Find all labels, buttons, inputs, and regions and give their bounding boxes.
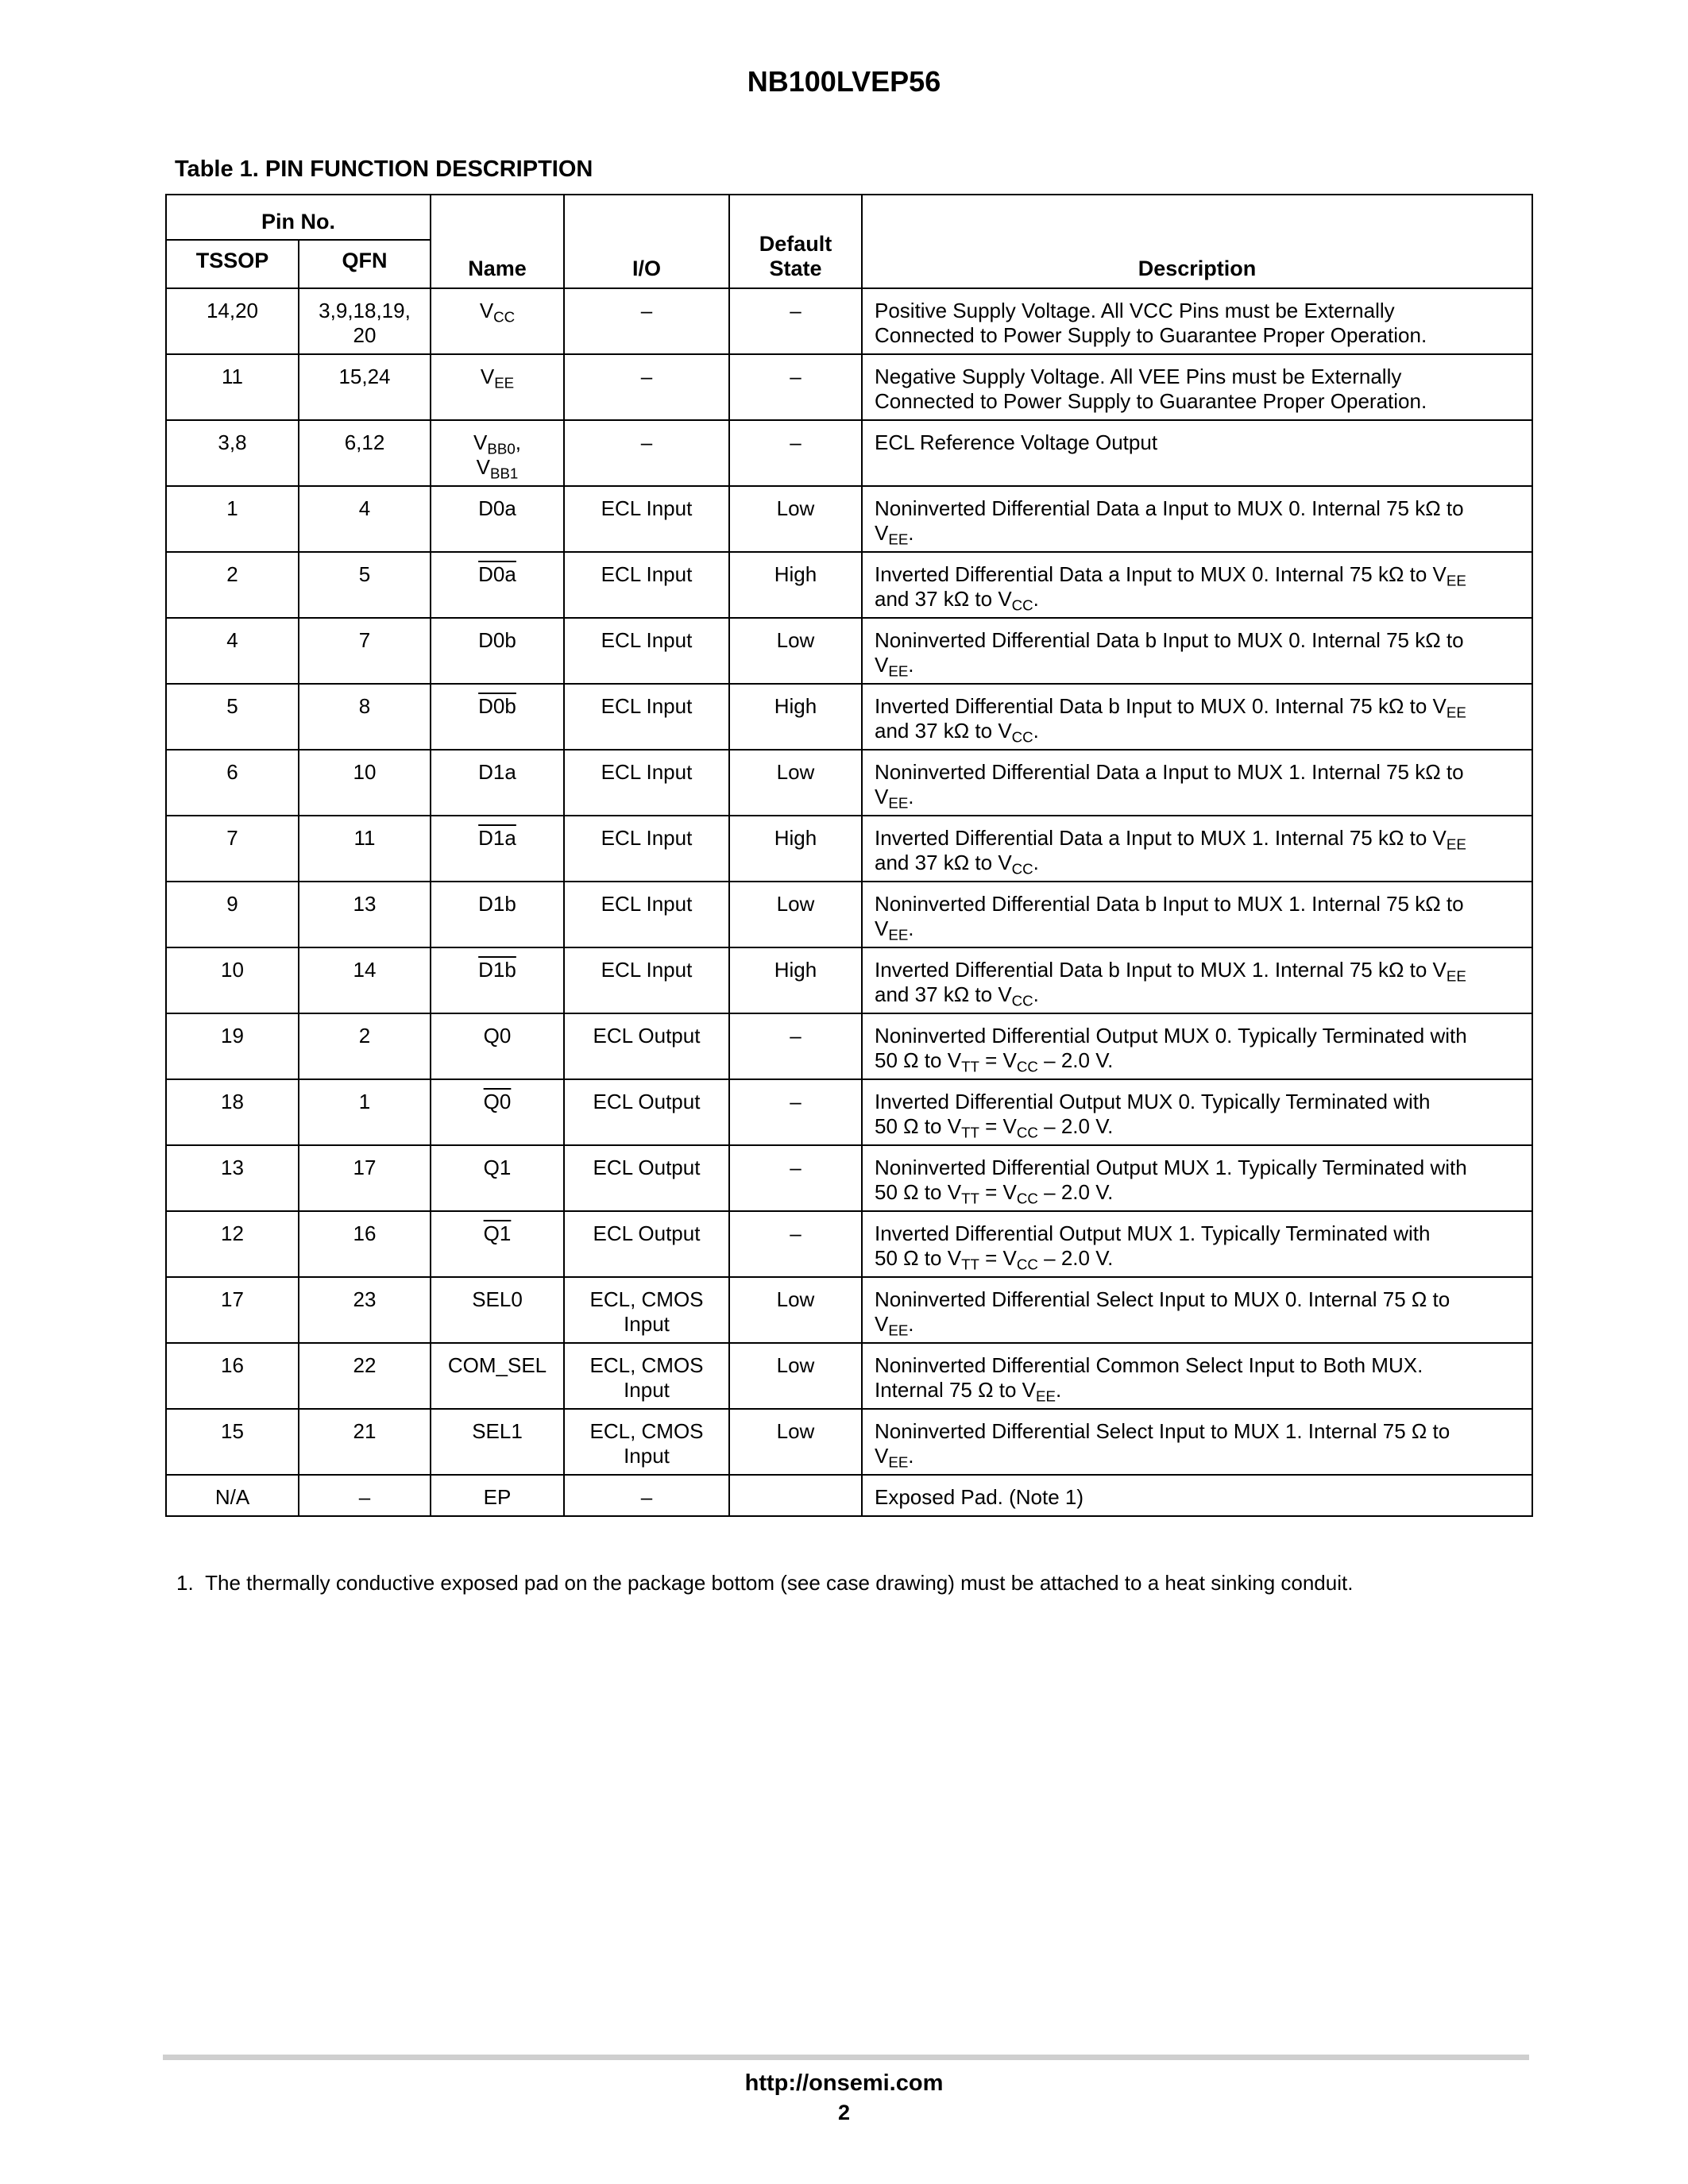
cell-qfn: 15,24	[299, 354, 431, 420]
cell-description: Positive Supply Voltage. All VCC Pins must be Externally Connected to Power Supply to Guarantee Proper Operation.	[862, 288, 1532, 354]
cell-io: ECL Input	[564, 552, 729, 618]
cell-default: High	[729, 947, 862, 1013]
cell-qfn: 11	[299, 816, 431, 882]
cell-io: ECL Output	[564, 1211, 729, 1277]
cell-io: ECL Output	[564, 1013, 729, 1079]
header-tssop: TSSOP	[166, 240, 299, 288]
cell-default: –	[729, 420, 862, 486]
cell-tssop: 7	[166, 816, 299, 882]
cell-qfn: 4	[299, 486, 431, 552]
cell-name: Q0	[431, 1079, 564, 1145]
cell-name: SEL0	[431, 1277, 564, 1343]
cell-name: D1a	[431, 816, 564, 882]
cell-description: Noninverted Differential Data a Input to MUX 1. Internal 75 kΩ to $V_{EE}$.	[862, 750, 1532, 816]
cell-qfn: –	[299, 1475, 431, 1516]
cell-description: ECL Reference Voltage Output	[862, 420, 1532, 486]
cell-description: Noninverted Differential Select Input to MUX 0. Internal 75 Ω to $V_{EE}$.	[862, 1277, 1532, 1343]
table-row	[166, 618, 1532, 684]
cell-default: High	[729, 816, 862, 882]
cell-name: Q1	[431, 1211, 564, 1277]
cell-tssop: 9	[166, 882, 299, 947]
cell-name: COM_SEL	[431, 1343, 564, 1409]
cell-tssop: 12	[166, 1211, 299, 1277]
cell-name: D1a	[431, 750, 564, 816]
cell-io: –	[564, 420, 729, 486]
table-row	[166, 486, 1532, 552]
cell-qfn: 23	[299, 1277, 431, 1343]
cell-tssop: 13	[166, 1145, 299, 1211]
cell-tssop: 4	[166, 618, 299, 684]
table-row	[166, 684, 1532, 750]
cell-io: ECL Input	[564, 816, 729, 882]
table-footnote: 1. The thermally conductive exposed pad on the package bottom (see case drawing) must be attached to a heat sinking conduit.	[176, 1571, 1354, 1595]
cell-qfn: 10	[299, 750, 431, 816]
table-row	[166, 354, 1532, 420]
cell-description: Noninverted Differential Data a Input to MUX 0. Internal 75 kΩ to $V_{EE}$.	[862, 486, 1532, 552]
cell-qfn: 2	[299, 1013, 431, 1079]
cell-tssop: 11	[166, 354, 299, 420]
table-row	[166, 1211, 1532, 1277]
cell-qfn: 1	[299, 1079, 431, 1145]
cell-tssop: 19	[166, 1013, 299, 1079]
cell-io: –	[564, 288, 729, 354]
cell-description: Inverted Differential Data b Input to MUX 0. Internal 75 kΩ to $V_{EE}$ and 37 kΩ to $V_{CC}$.	[862, 684, 1532, 750]
cell-io: ECL Input	[564, 684, 729, 750]
cell-qfn: 6,12	[299, 420, 431, 486]
cell-io: ECL Input	[564, 750, 729, 816]
cell-name: D0a	[431, 552, 564, 618]
header-pin-no: Pin No.	[166, 195, 431, 240]
header-io: I/O	[564, 195, 729, 288]
cell-default: Low	[729, 1409, 862, 1475]
cell-description: Negative Supply Voltage. All VEE Pins must be Externally Connected to Power Supply to Guarantee Proper Operation.	[862, 354, 1532, 420]
table-row	[166, 1145, 1532, 1211]
cell-tssop: 2	[166, 552, 299, 618]
cell-qfn: 13	[299, 882, 431, 947]
cell-tssop: 10	[166, 947, 299, 1013]
table-row	[166, 1277, 1532, 1343]
cell-tssop: 17	[166, 1277, 299, 1343]
cell-qfn: 7	[299, 618, 431, 684]
cell-io: ECL, CMOS Input	[564, 1409, 729, 1475]
page-number: 2	[837, 2101, 851, 2124]
cell-io: ECL Input	[564, 947, 729, 1013]
header-name: Name	[431, 195, 564, 288]
cell-name: $V_{CC}$	[431, 288, 564, 354]
cell-tssop: N/A	[166, 1475, 299, 1516]
cell-description: Noninverted Differential Common Select Input to Both MUX. Internal 75 Ω to $V_{EE}$.	[862, 1343, 1532, 1409]
cell-name: EP	[431, 1475, 564, 1516]
table-row	[166, 1475, 1532, 1516]
cell-description: Inverted Differential Data a Input to MUX 0. Internal 75 kΩ to $V_{EE}$ and 37 kΩ to $V_{CC}$.	[862, 552, 1532, 618]
table-caption: Table 1. PIN FUNCTION DESCRIPTION	[175, 156, 593, 182]
table-row	[166, 1343, 1532, 1409]
cell-qfn: 5	[299, 552, 431, 618]
table-row	[166, 420, 1532, 486]
cell-io: ECL, CMOS Input	[564, 1277, 729, 1343]
cell-qfn: 3,9,18,19, 20	[299, 288, 431, 354]
footer-divider	[163, 2055, 1529, 2060]
cell-qfn: 16	[299, 1211, 431, 1277]
cell-tssop: 1	[166, 486, 299, 552]
cell-description: Noninverted Differential Data b Input to MUX 0. Internal 75 kΩ to $V_{EE}$.	[862, 618, 1532, 684]
cell-io: ECL, CMOS Input	[564, 1343, 729, 1409]
pin-function-table	[165, 194, 1533, 1517]
cell-name: $V_{BB0}$, $V_{BB1}$	[431, 420, 564, 486]
cell-default: –	[729, 288, 862, 354]
cell-io: ECL Input	[564, 882, 729, 947]
cell-description: Inverted Differential Output MUX 0. Typically Terminated with 50 Ω to $V_{TT} = V_{CC} - 2.0$ V.	[862, 1079, 1532, 1145]
cell-default: High	[729, 552, 862, 618]
cell-default: –	[729, 1013, 862, 1079]
cell-default: –	[729, 1145, 862, 1211]
footer-url-link[interactable]: http://onsemi.com	[744, 2070, 944, 2096]
cell-tssop: 15	[166, 1409, 299, 1475]
cell-description: Inverted Differential Data a Input to MUX 1. Internal 75 kΩ to $V_{EE}$ and 37 kΩ to $V_{CC}$.	[862, 816, 1532, 882]
cell-default: Low	[729, 486, 862, 552]
cell-tssop: 3,8	[166, 420, 299, 486]
table-row	[166, 947, 1532, 1013]
cell-default: Low	[729, 1277, 862, 1343]
header-qfn: QFN	[299, 240, 431, 288]
table-row	[166, 816, 1532, 882]
table-row	[166, 1079, 1532, 1145]
cell-name: Q1	[431, 1145, 564, 1211]
cell-tssop: 6	[166, 750, 299, 816]
cell-qfn: 8	[299, 684, 431, 750]
cell-io: ECL Input	[564, 618, 729, 684]
cell-description: Noninverted Differential Output MUX 1. Typically Terminated with 50 Ω to $V_{TT} = V_{CC} - 2.0$ V.	[862, 1145, 1532, 1211]
table-row	[166, 288, 1532, 354]
cell-description: Inverted Differential Data b Input to MUX 1. Internal 75 kΩ to $V_{EE}$ and 37 kΩ to $V_{CC}$.	[862, 947, 1532, 1013]
cell-default: Low	[729, 750, 862, 816]
table-row	[166, 882, 1532, 947]
table-row	[166, 750, 1532, 816]
cell-description: Noninverted Differential Output MUX 0. Typically Terminated with 50 Ω to $V_{TT} = V_{CC} - 2.0$ V.	[862, 1013, 1532, 1079]
cell-name: $V_{EE}$	[431, 354, 564, 420]
cell-default: –	[729, 354, 862, 420]
table-row	[166, 1013, 1532, 1079]
cell-qfn: 14	[299, 947, 431, 1013]
cell-io: –	[564, 354, 729, 420]
cell-tssop: 18	[166, 1079, 299, 1145]
cell-tssop: 16	[166, 1343, 299, 1409]
cell-default: Low	[729, 882, 862, 947]
cell-default: Low	[729, 1343, 862, 1409]
cell-default: High	[729, 684, 862, 750]
cell-io: ECL Input	[564, 486, 729, 552]
header-description: Description	[862, 195, 1532, 288]
cell-name: D1b	[431, 882, 564, 947]
cell-default: Low	[729, 618, 862, 684]
cell-tssop: 14,20	[166, 288, 299, 354]
cell-name: SEL1	[431, 1409, 564, 1475]
cell-io: ECL Output	[564, 1145, 729, 1211]
cell-io: –	[564, 1475, 729, 1516]
cell-description: Noninverted Differential Select Input to MUX 1. Internal 75 Ω to $V_{EE}$.	[862, 1409, 1532, 1475]
cell-qfn: 21	[299, 1409, 431, 1475]
cell-qfn: 22	[299, 1343, 431, 1409]
cell-default: –	[729, 1079, 862, 1145]
document-title: NB100LVEP56	[747, 65, 941, 98]
cell-name: Q0	[431, 1013, 564, 1079]
cell-io: ECL Output	[564, 1079, 729, 1145]
cell-description: Noninverted Differential Data b Input to MUX 1. Internal 75 kΩ to $V_{EE}$.	[862, 882, 1532, 947]
cell-tssop: 5	[166, 684, 299, 750]
cell-name: D0b	[431, 684, 564, 750]
cell-description: Exposed Pad. (Note 1)	[862, 1475, 1532, 1516]
cell-name: D0a	[431, 486, 564, 552]
cell-name: D0b	[431, 618, 564, 684]
header-default-state: Default State	[729, 195, 862, 288]
table-row	[166, 1409, 1532, 1475]
cell-default: –	[729, 1211, 862, 1277]
cell-qfn: 17	[299, 1145, 431, 1211]
table-row	[166, 552, 1532, 618]
cell-description: Inverted Differential Output MUX 1. Typically Terminated with 50 Ω to $V_{TT} = V_{CC} - 2.0$ V.	[862, 1211, 1532, 1277]
cell-default	[729, 1475, 862, 1516]
cell-name: D1b	[431, 947, 564, 1013]
